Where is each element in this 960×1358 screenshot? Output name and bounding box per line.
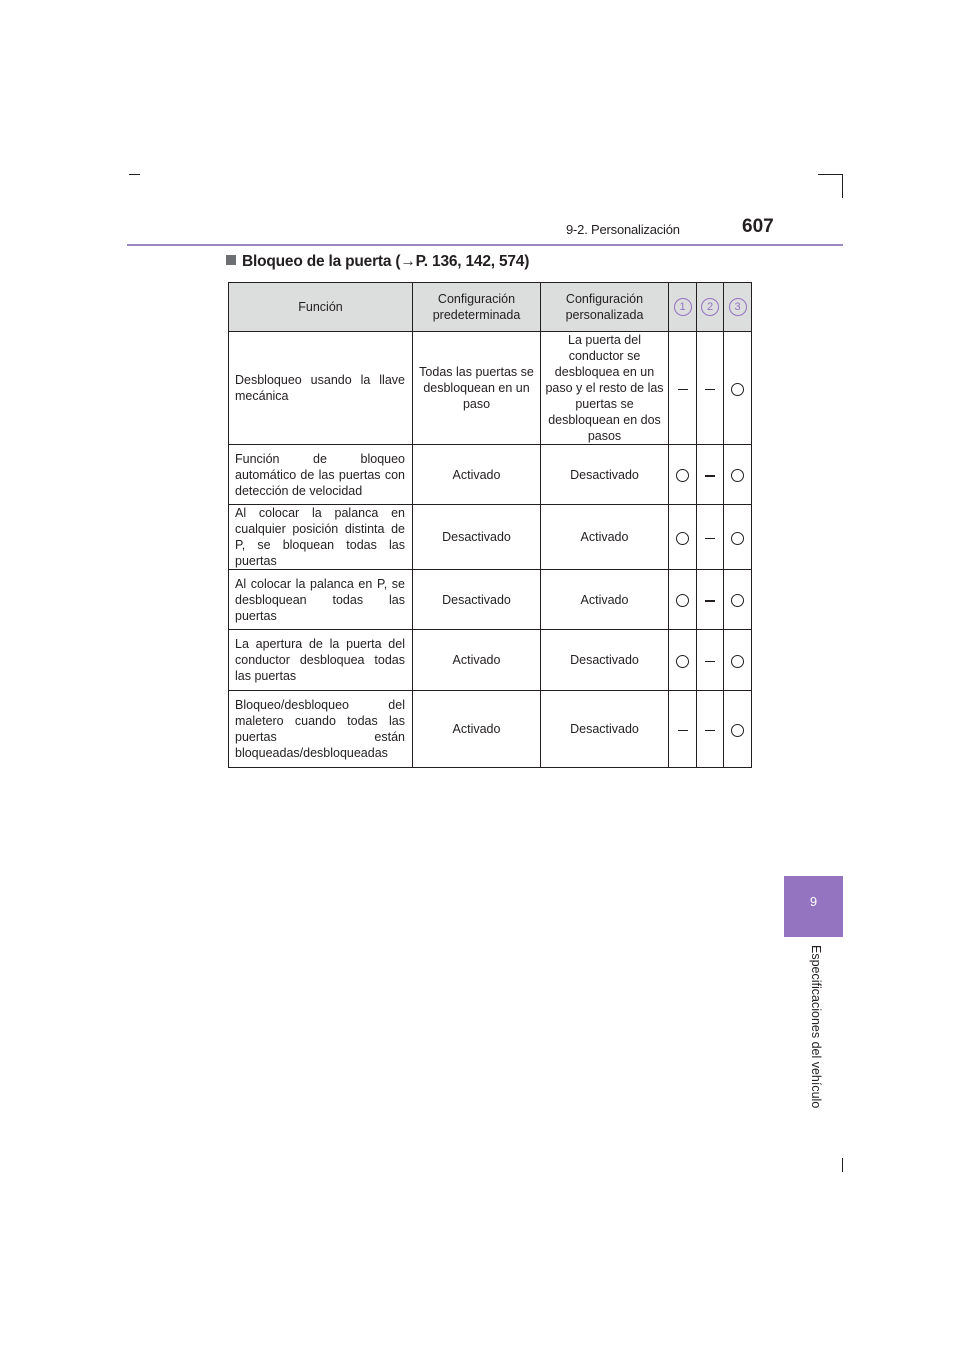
function-cell: Al colocar la palanca en cualquier posición distinta de P, se bloquean todas las puertas <box>229 505 413 570</box>
circle-icon <box>676 532 689 545</box>
method-2-icon: 2 <box>701 298 719 316</box>
section-heading-text: Bloqueo de la puerta (→P. 136, 142, 574) <box>242 253 530 270</box>
mark-cell <box>669 445 697 505</box>
dash-icon <box>705 661 715 663</box>
mark-cell <box>669 570 697 630</box>
mark-cell <box>669 505 697 570</box>
mark-cell <box>697 505 724 570</box>
table-row <box>229 570 752 630</box>
function-cell: Bloqueo/desbloqueo del maletero cuando todas las puertas están bloqueadas/desbloqueadas <box>229 691 413 768</box>
circle-icon <box>731 532 744 545</box>
custom-cell: La puerta del conductor se desbloquea en un paso y el resto de las puertas se desbloquean en dos pasos <box>541 332 669 445</box>
section-label: 9-2. Personalización <box>566 222 680 237</box>
custom-cell: Desactivado <box>541 445 669 505</box>
default-cell: Activado <box>413 630 541 691</box>
dash-icon <box>705 600 715 602</box>
custom-cell: Desactivado <box>541 630 669 691</box>
table-header-row <box>229 283 752 332</box>
chapter-title: Especificaciones del vehículo <box>809 945 823 1109</box>
table-row <box>229 332 752 445</box>
header-default-setting: Configuración predeterminada <box>413 283 541 332</box>
circle-icon <box>731 655 744 668</box>
header-custom-setting: Configuración personalizada <box>541 283 669 332</box>
mark-cell <box>669 691 697 768</box>
default-cell: Desactivado <box>413 505 541 570</box>
header-method-3 <box>724 283 752 332</box>
header-rule <box>127 244 843 246</box>
method-1-icon: 1 <box>674 298 692 316</box>
table-row <box>229 445 752 505</box>
function-cell: Al colocar la palanca en P, se desbloquean todas las puertas <box>229 570 413 630</box>
mark-cell <box>724 505 752 570</box>
customization-table <box>228 282 752 768</box>
mark-cell <box>724 445 752 505</box>
circle-icon <box>731 469 744 482</box>
header-function: Función <box>229 283 413 332</box>
mark-cell <box>724 691 752 768</box>
circle-icon <box>731 383 744 396</box>
custom-cell: Desactivado <box>541 691 669 768</box>
dash-icon <box>678 389 688 391</box>
function-cell: Función de bloqueo automático de las puertas con detección de velocidad <box>229 445 413 505</box>
mark-cell <box>697 630 724 691</box>
dash-icon <box>705 475 715 477</box>
crop-mark <box>842 174 843 198</box>
table-row <box>229 505 752 570</box>
mark-cell <box>697 691 724 768</box>
custom-cell: Activado <box>541 570 669 630</box>
circle-icon <box>731 724 744 737</box>
crop-mark <box>129 174 140 175</box>
function-cell: Desbloqueo usando la llave mecánica <box>229 332 413 445</box>
default-cell: Desactivado <box>413 570 541 630</box>
dash-icon <box>678 730 688 732</box>
mark-cell <box>697 570 724 630</box>
square-bullet-icon <box>226 255 236 265</box>
mark-cell <box>724 630 752 691</box>
table-row <box>229 691 752 768</box>
mark-cell <box>724 570 752 630</box>
chapter-number: 9 <box>809 894 818 909</box>
header-method-1 <box>669 283 697 332</box>
chapter-tab <box>784 876 843 937</box>
circle-icon <box>676 655 689 668</box>
crop-mark <box>842 1158 843 1172</box>
default-cell: Todas las puertas se desbloquean en un paso <box>413 332 541 445</box>
header-method-2 <box>697 283 724 332</box>
mark-cell <box>724 332 752 445</box>
dash-icon <box>705 730 715 732</box>
mark-cell <box>669 332 697 445</box>
mark-cell <box>697 332 724 445</box>
custom-cell: Activado <box>541 505 669 570</box>
circle-icon <box>676 469 689 482</box>
section-heading <box>226 253 529 271</box>
page-number: 607 <box>742 216 774 237</box>
function-cell: La apertura de la puerta del conductor desbloquea todas las puertas <box>229 630 413 691</box>
mark-cell <box>697 445 724 505</box>
dash-icon <box>705 538 715 540</box>
default-cell: Activado <box>413 691 541 768</box>
circle-icon <box>676 594 689 607</box>
method-3-icon: 3 <box>729 298 747 316</box>
default-cell: Activado <box>413 445 541 505</box>
mark-cell <box>669 630 697 691</box>
circle-icon <box>731 594 744 607</box>
dash-icon <box>705 389 715 391</box>
crop-mark <box>818 174 842 175</box>
table-row <box>229 630 752 691</box>
